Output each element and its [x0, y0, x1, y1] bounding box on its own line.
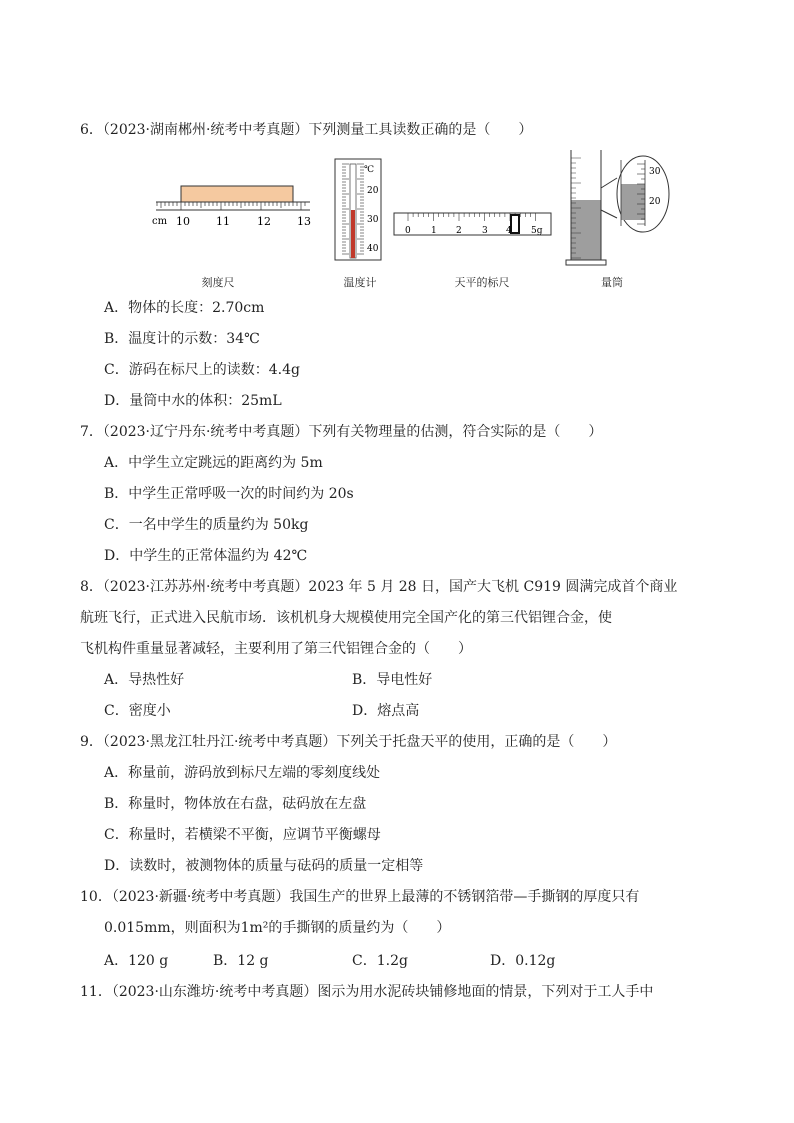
- balance-tick-0: 0: [405, 226, 411, 236]
- q10-option-c: C．1.2g: [352, 953, 408, 969]
- ruler-figure: [150, 180, 320, 230]
- q10-option-a: A．120 g: [104, 953, 169, 969]
- q9-stem: 9．（2023·黑龙江牡丹江·统考中考真题）下列关于托盘天平的使用，正确的是（ ）: [80, 734, 617, 750]
- q9-option-b: B．称量时，物体放在右盘，砝码放在左盘: [104, 796, 367, 812]
- ruler-tick-11: 11: [216, 215, 230, 228]
- q6-option-d: D．量筒中水的体积：25mL: [104, 393, 282, 409]
- q8-stem-line3: 飞机构件重量显著减轻，主要利用了第三代铝锂合金的（ ）: [80, 641, 472, 657]
- cylinder-tick-20: 20: [649, 197, 661, 207]
- q7-option-a: A．中学生立定跳远的距离约为 5m: [104, 455, 323, 471]
- q7-option-b: B．中学生正常呼吸一次的时间约为 20s: [104, 486, 354, 502]
- ruler-tick-13: 13: [297, 215, 311, 228]
- q6-option-a: A．物体的长度：2.70cm: [104, 300, 265, 316]
- q10-stem-line2: 0.015mm，则面积为1m²的手撕钢的质量约为（ ）: [104, 920, 451, 936]
- q9-option-d: D．读数时，被测物体的质量与砝码的质量一定相等: [104, 858, 424, 874]
- q9-option-c: C．称量时，若横梁不平衡，应调节平衡螺母: [104, 827, 381, 843]
- q8-stem-line1: 8．（2023·江苏苏州·统考中考真题）2023 年 5 月 28 日，国产大飞机 C919 圆满完成首个商业: [80, 579, 678, 595]
- thermometer-liquid: [351, 210, 355, 258]
- q10-stem-line1: 10．（2023·新疆·统考中考真题）我国生产的世界上最薄的不锈钢箔带—手撕钢的厚度只有: [80, 889, 640, 905]
- cylinder-caption: 量筒: [601, 276, 623, 289]
- ruler-tick-12: 12: [257, 215, 271, 228]
- cylinder-tick-30: 30: [649, 167, 661, 177]
- thermometer-caption: 温度计: [343, 276, 377, 289]
- q8-option-a: A．导热性好: [104, 672, 185, 688]
- thermometer-unit: ℃: [364, 165, 375, 175]
- rider: [511, 215, 519, 233]
- thermometer-figure: [334, 158, 384, 262]
- q7-option-c: C．一名中学生的质量约为 50kg: [104, 517, 309, 533]
- q6-option-b: B．温度计的示数：34℃: [104, 331, 260, 347]
- balance-tick-2: 2: [456, 226, 462, 236]
- q8-option-c: C．密度小: [104, 703, 171, 719]
- q7-option-d: D．中学生的正常体温约为 42℃: [104, 548, 308, 564]
- q11-stem: 11．（2023·山东潍坊·统考中考真题）图示为用水泥砖块铺修地面的情景，下列对于工人手中: [80, 984, 654, 1000]
- q6-stem: 6．（2023·湖南郴州·统考中考真题）下列测量工具读数正确的是（ ）: [80, 122, 533, 138]
- q8-stem-line2: 航班飞行，正式进入民航市场．该机机身大规模使用完全国产化的第三代铝锂合金，使: [80, 610, 612, 626]
- magnified-water: [621, 184, 645, 220]
- balance-tick-5g: 5g: [531, 226, 543, 236]
- thermo-tick-30: 30: [367, 215, 379, 225]
- balance-scale-figure: [393, 212, 553, 238]
- q10-option-b: B．12 g: [213, 953, 269, 969]
- q8-option-b: B．导电性好: [352, 672, 433, 688]
- cylinder-water: [571, 200, 601, 260]
- measured-object: [181, 186, 293, 202]
- thermo-tick-20: 20: [367, 186, 379, 196]
- cylinder-figure: [563, 148, 673, 268]
- q10-option-d: D．0.12g: [490, 953, 556, 969]
- thermo-tick-40: 40: [367, 244, 379, 254]
- q7-stem: 7．（2023·辽宁丹东·统考中考真题）下列有关物理量的估测，符合实际的是（ ）: [80, 424, 603, 440]
- q8-option-d: D．熔点高: [352, 703, 420, 719]
- ruler-tick-10: 10: [176, 215, 190, 228]
- ruler-unit: cm: [152, 216, 168, 227]
- balance-tick-4: 4: [506, 226, 512, 236]
- ruler-caption: 刻度尺: [201, 276, 235, 289]
- balance-caption: 天平的标尺: [454, 276, 510, 289]
- balance-tick-3: 3: [482, 226, 488, 236]
- q6-option-c: C．游码在标尺上的读数：4.4g: [104, 362, 300, 378]
- q9-option-a: A．称量前，游码放到标尺左端的零刻度线处: [104, 765, 381, 781]
- balance-tick-1: 1: [431, 226, 437, 236]
